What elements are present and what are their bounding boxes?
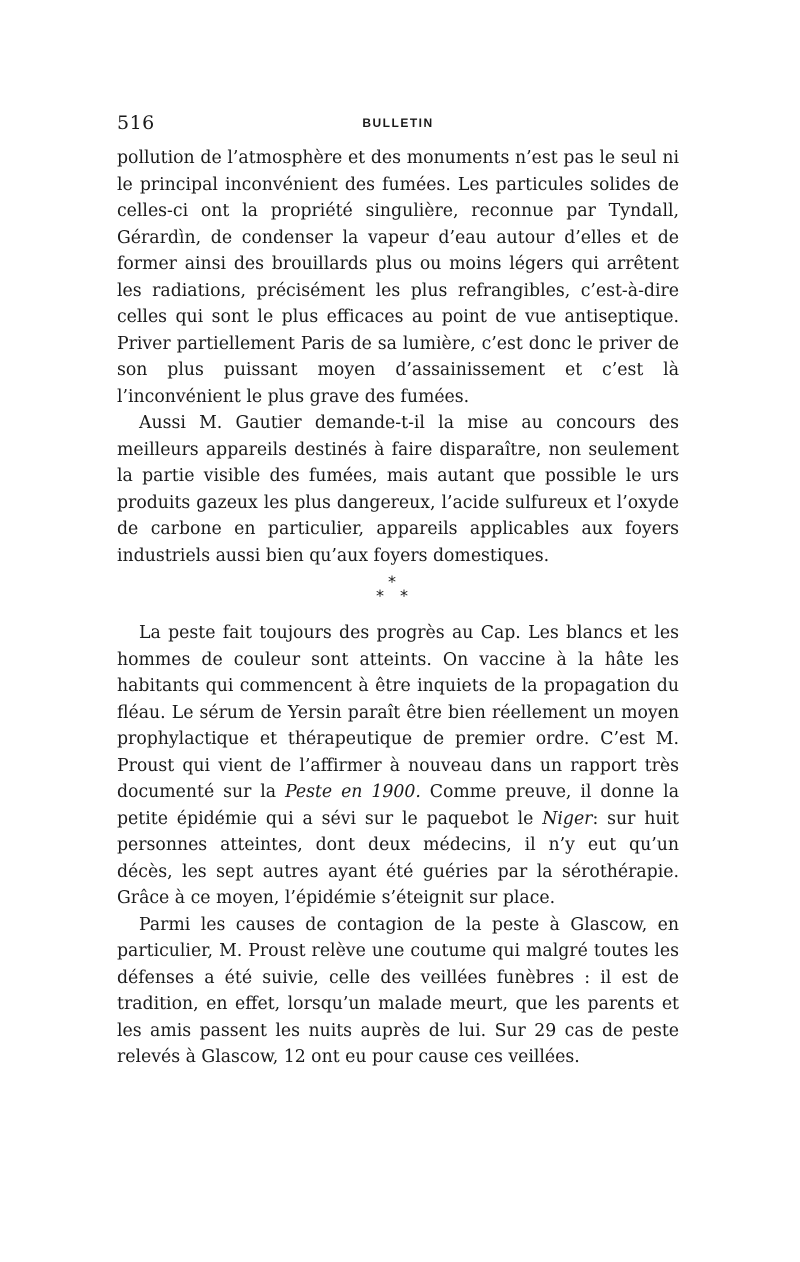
asterism-separator xyxy=(117,572,679,612)
paragraph-pollution: pollution de l’atmosphère et des monuments n’est pas le seul ni le principal inconvénient des fumées. Les particules solides de celles-ci ont la propriété singulière, reconnue par Tyndall, Gérardìn, de condenser la vapeur d’eau autour d’elles et de former ainsi des brouillards plus ou moins légers qui arrêtent les radiations, précisément les plus refrangibles, c’est-à-dire celles qui sont le plus efficaces au point de vue antiseptique. Priver partiellement Paris de sa lumière, c’est donc le priver de son plus puissant moyen d’assainissement et c’est là l’inconvénient le plus grave des fumées. xyxy=(117,148,679,407)
paragraph-glascow: Parmi les causes de contagion de la peste à Glascow, en particulier, M. Proust relève une coutume qui malgré toutes les défenses a été suivie, celle des veillées funèbres : il est de tradition, en effet, lorsqu’un malade meurt, que les parents et les amis passent les nuits auprès de lui. Sur 29 cas de peste relevés à Glascow, 12 ont eu pour cause ces veillées. xyxy=(117,914,679,1067)
paragraph-text: La peste fait toujours des progrès au Cap. Les blancs et les hommes de couleur sont atteints. On vaccine à la hâte les habitants qui commencent à être inquiets de la propagation du fléau. Le sérum de Yersin paraît être bien réellement un moyen prophylactique et thérapeutique de premier ordre. C’est M. Proust qui vient de l’affirmer à nouveau dans un rapport très documenté sur la xyxy=(117,623,679,802)
paragraph-peste-cap xyxy=(117,620,679,912)
paragraph-text: Comme preuve, il donne la petite épidémie qui a sévi sur le paquebot le xyxy=(117,782,680,829)
running-head xyxy=(117,112,679,136)
body-text-section-2 xyxy=(117,620,679,1071)
asterism-star: * xyxy=(388,572,396,591)
running-title: BULLETIN xyxy=(362,116,434,130)
paragraph-text: : sur huit personnes atteintes, dont deux médecins, il n’y eut qu’un décès, les sept autres ayant été guéries par la sérothérapie. Grâce à ce moyen, l’épidémie s’éteignit sur place. xyxy=(117,808,679,908)
italic-ship-name: Niger xyxy=(542,808,593,829)
asterism-star: * xyxy=(400,586,408,605)
paragraph-gautier: Aussi M. Gautier demande-t-il la mise au concours des meilleurs appareils destinés à faire disparaître, non seulement la partie visible des fumées, mais autant que possible le urs produits gazeux les plus dangereux, l’acide sulfureux et l’oxyde de carbone en particulier, appareils applicables aux foyers industriels aussi bien qu’aux foyers domestiques. xyxy=(117,413,679,566)
page-number: 516 xyxy=(117,112,155,134)
asterism-star: * xyxy=(376,586,384,605)
italic-title-peste: Peste en 1900. xyxy=(285,782,421,802)
body-text-section-1 xyxy=(117,145,679,569)
